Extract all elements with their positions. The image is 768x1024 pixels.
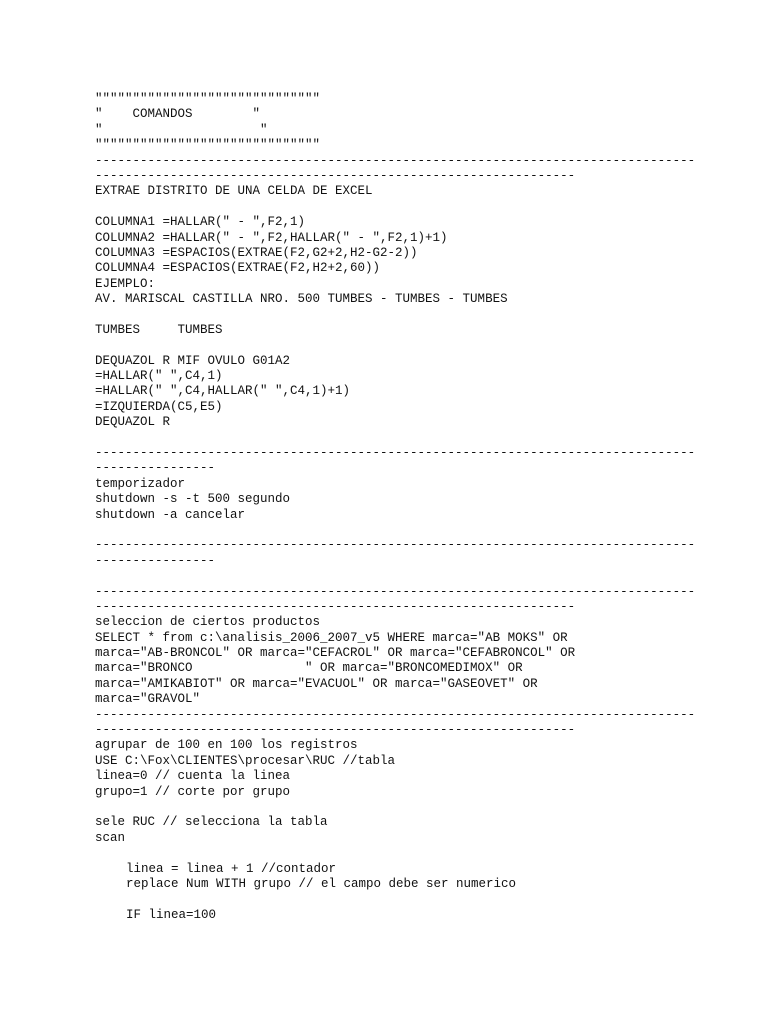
text-line: ---------------------------------------------------------------- [95,723,576,738]
text-line: """""""""""""""""""""""""""""" [95,138,321,153]
text-line: -------------------------------------------------------------------------------- [95,445,696,460]
text-line: """""""""""""""""""""""""""""" [95,92,321,106]
text-line: COLUMNA1 =HALLAR(" - ",F2,1) [95,215,306,230]
text-line: EXTRAE DISTRITO DE UNA CELDA DE EXCEL [95,184,373,199]
text-line: linea=0 // cuenta la linea [95,769,291,784]
text-line: ---------------------------------------------------------------- [95,599,576,614]
text-line: TUMBES TUMBES [95,322,223,337]
text-line: =HALLAR(" ",C4,HALLAR(" ",C4,1)+1) [95,384,351,399]
blank-line [95,569,695,584]
text-line: DEQUAZOL R MIF OVULO G01A2 [95,353,291,368]
text-line: SELECT * from c:\analisis_2006_2007_v5 WHERE marca="AB MOKS" OR [95,630,568,645]
text-line: seleccion de ciertos productos [95,615,321,630]
text-line: -------------------------------------------------------------------------------- [95,707,696,722]
text-line: IF linea=100 [126,907,217,922]
text-line: agrupar de 100 en 100 los registros [95,738,358,753]
text-line: DEQUAZOL R [95,415,171,430]
blank-line [95,892,695,907]
blank-line [95,338,695,353]
blank-line [95,846,695,861]
text-line: -------------------------------------------------------------------------------- [95,538,696,553]
blank-line [95,200,695,215]
text-line: sele RUC // selecciona la tabla [95,815,328,830]
text-line: COLUMNA4 =ESPACIOS(EXTRAE(F2,H2+2,60)) [95,261,381,276]
text-line: grupo=1 // corte por grupo [95,784,291,799]
text-line: =HALLAR(" ",C4,1) [95,369,223,384]
text-line: =IZQUIERDA(C5,E5) [95,399,223,414]
text-line: AV. MARISCAL CASTILLA NRO. 500 TUMBES - TUMBES - TUMBES [95,292,508,307]
text-line: -------------------------------------------------------------------------------- [95,584,696,599]
text-line: replace Num WITH grupo // el campo debe ser numerico [126,876,517,891]
text-line: temporizador [95,476,186,491]
blank-line [95,800,695,815]
text-line: linea = linea + 1 //contador [126,861,337,876]
text-line: COLUMNA3 =ESPACIOS(EXTRAE(F2,G2+2,H2-G2-2)) [95,245,418,260]
text-line: ---------------- [95,461,216,476]
text-line: marca="BRONCO " OR marca="BRONCOMEDIMOX" OR [95,661,523,676]
blank-line [95,523,695,538]
text-line: ---------------------------------------------------------------- [95,168,576,183]
text-line: shutdown -a cancelar [95,507,246,522]
text-line: USE C:\Fox\CLIENTES\procesar\RUC //tabla [95,753,396,768]
document-page [95,92,695,923]
text-line: marca="AMIKABIOT" OR marca="EVACUOL" OR marca="GASEOVET" OR [95,676,538,691]
text-line: scan [95,830,126,845]
text-line: " COMANDOS " [95,107,261,122]
text-line: EJEMPLO: [95,276,156,291]
text-line: -------------------------------------------------------------------------------- [95,153,696,168]
text-line: shutdown -s -t 500 segundo [95,492,291,507]
blank-line [95,431,695,446]
text-line: " " [95,122,268,137]
text-line: ---------------- [95,553,216,568]
text-line: marca="GRAVOL" [95,692,201,707]
text-line: marca="AB-BRONCOL" OR marca="CEFACROL" OR marca="CEFABRONCOL" OR [95,646,576,661]
blank-line [95,307,695,322]
text-line: COLUMNA2 =HALLAR(" - ",F2,HALLAR(" - ",F2,1)+1) [95,230,448,245]
